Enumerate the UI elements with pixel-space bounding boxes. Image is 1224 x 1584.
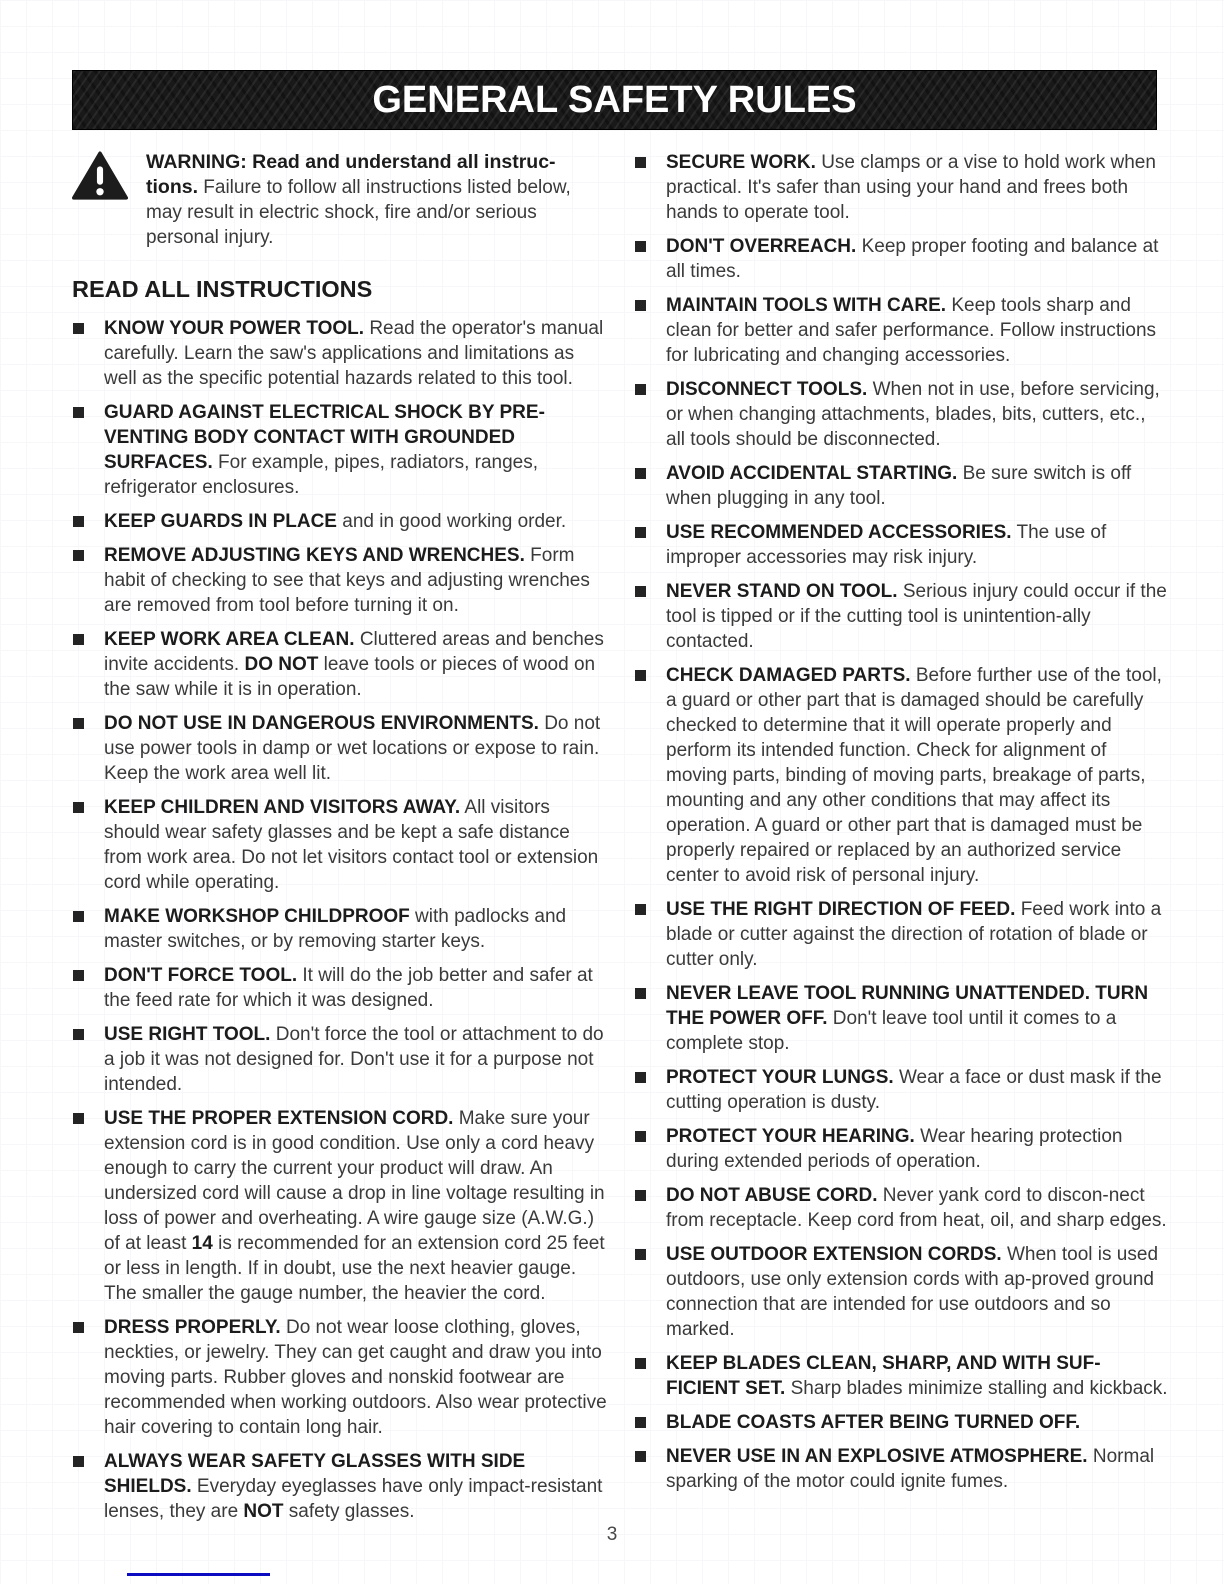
safety-rule-item: [72, 400, 607, 500]
safety-rule-item: [634, 150, 1169, 225]
square-bullet-icon: [635, 384, 646, 395]
square-bullet-icon: [635, 1417, 646, 1428]
rule-title: ALWAYS WEAR SAFETY GLASSES WITH SIDE SHIELDS.: [104, 1451, 526, 1497]
rule-text: KNOW YOUR POWER TOOL. Read the operator's manual carefully. Learn the saw's applications and limitations as well as the specific potential hazards related to this tool.: [104, 318, 604, 389]
safety-rule-item: [634, 1410, 1169, 1435]
safety-rule-item: [72, 1449, 607, 1524]
rule-title: DON'T OVERREACH.: [666, 236, 857, 257]
rule-text: DO NOT USE IN DANGEROUS ENVIRONMENTS. Do not use power tools in damp or wet locations or expose to rain. Keep the work area well lit.: [104, 713, 601, 784]
square-bullet-icon: [635, 1358, 646, 1369]
safety-rule-item: [72, 711, 607, 786]
safety-rule-item: [634, 293, 1169, 368]
rule-text: GUARD AGAINST ELECTRICAL SHOCK BY PRE-VENTING BODY CONTACT WITH GROUNDED SURFACES. For example, pipes, radiators, ranges, refrigerator enclosures.: [104, 402, 545, 498]
safety-rule-item: [634, 1242, 1169, 1342]
rule-text: NEVER STAND ON TOOL. Serious injury could occur if the tool is tipped or if the cutting tool is unintention-ally contacted.: [666, 581, 1167, 652]
square-bullet-icon: [73, 1029, 84, 1040]
rule-title: NEVER LEAVE TOOL RUNNING UNATTENDED. TURN THE POWER OFF.: [666, 983, 1149, 1029]
rule-title: GUARD AGAINST ELECTRICAL SHOCK BY PRE-VENTING BODY CONTACT WITH GROUNDED SURFACES.: [104, 402, 545, 473]
right-column: [634, 150, 1169, 1503]
rule-text: KEEP WORK AREA CLEAN. Cluttered areas and benches invite accidents. DO NOT leave tools or pieces of wood on the saw while it is in operation.: [104, 629, 604, 700]
rule-text: DISCONNECT TOOLS. When not in use, before servicing, or when changing attachments, blades, bits, cutters, etc., all tools should be disconnected.: [666, 379, 1160, 450]
square-bullet-icon: [73, 550, 84, 561]
square-bullet-icon: [73, 802, 84, 813]
rule-text: MAINTAIN TOOLS WITH CARE. Keep tools sharp and clean for better and safer performance. Follow instructions for lubricating and changing accessories.: [666, 295, 1157, 366]
square-bullet-icon: [635, 1190, 646, 1201]
rule-text: KEEP CHILDREN AND VISITORS AWAY. All visitors should wear safety glasses and be kept a safe distance from work area. Do not let visitors contact tool or extension cord while operating.: [104, 797, 599, 893]
square-bullet-icon: [73, 634, 84, 645]
square-bullet-icon: [635, 1249, 646, 1260]
rule-title: DO NOT USE IN DANGEROUS ENVIRONMENTS.: [104, 713, 539, 734]
safety-rule-item: [634, 461, 1169, 511]
safety-rule-item: [634, 897, 1169, 972]
rule-title: DO NOT ABUSE CORD.: [666, 1185, 878, 1206]
square-bullet-icon: [73, 516, 84, 527]
safety-rule-item: [72, 1022, 607, 1097]
rule-title: MAKE WORKSHOP CHILDPROOF: [104, 906, 410, 927]
rule-text: USE RIGHT TOOL. Don't force the tool or attachment to do a job it was not designed for. Don't use it for a purpose not intended.: [104, 1024, 604, 1095]
inline-emphasis: DO NOT: [244, 654, 319, 675]
square-bullet-icon: [73, 1322, 84, 1333]
inline-emphasis: 14: [191, 1233, 213, 1254]
rule-title: CHECK DAMAGED PARTS.: [666, 665, 911, 686]
square-bullet-icon: [635, 157, 646, 168]
square-bullet-icon: [635, 1072, 646, 1083]
square-bullet-icon: [73, 1456, 84, 1467]
rule-text: DRESS PROPERLY. Do not wear loose clothing, gloves, neckties, or jewelry. They can get caught and draw you into moving parts. Rubber gloves and nonskid footwear are recommended when working outdoors. Also wear protective hair covering to contain long hair.: [104, 1317, 607, 1438]
square-bullet-icon: [635, 241, 646, 252]
square-bullet-icon: [635, 1451, 646, 1462]
safety-rule-item: [72, 963, 607, 1013]
safety-rule-item: [634, 1124, 1169, 1174]
safety-rule-item: [72, 509, 607, 534]
rule-text: DO NOT ABUSE CORD. Never yank cord to discon-nect from receptacle. Keep cord from heat, oil, and sharp edges.: [666, 1185, 1167, 1231]
rule-title: KNOW YOUR POWER TOOL.: [104, 318, 365, 339]
section-header-banner: [72, 70, 1157, 130]
rule-title: BLADE COASTS AFTER BEING TURNED OFF.: [666, 1412, 1081, 1433]
rule-title: USE RECOMMENDED ACCESSORIES.: [666, 522, 1012, 543]
safety-rule-item: [634, 1444, 1169, 1494]
rule-text: DON'T FORCE TOOL. It will do the job better and safer at the feed rate for which it was designed.: [104, 965, 593, 1011]
safety-rule-item: [72, 543, 607, 618]
warning-text: [146, 150, 607, 250]
safety-rule-item: [72, 1315, 607, 1440]
section-title: GENERAL SAFETY RULES: [372, 78, 857, 121]
rule-text: PROTECT YOUR LUNGS. Wear a face or dust mask if the cutting operation is dusty.: [666, 1067, 1162, 1113]
warning-title: WARNING: Read and understand all instruc-tions.: [146, 151, 556, 198]
rule-title: DISCONNECT TOOLS.: [666, 379, 868, 400]
square-bullet-icon: [635, 300, 646, 311]
footer-blue-line: [127, 1573, 270, 1576]
safety-rule-item: [634, 981, 1169, 1056]
rule-title: DON'T FORCE TOOL.: [104, 965, 298, 986]
square-bullet-icon: [73, 323, 84, 334]
square-bullet-icon: [635, 988, 646, 999]
rule-title: DRESS PROPERLY.: [104, 1317, 281, 1338]
safety-rule-item: [634, 1183, 1169, 1233]
square-bullet-icon: [635, 670, 646, 681]
rule-text: AVOID ACCIDENTAL STARTING. Be sure switch is off when plugging in any tool.: [666, 463, 1132, 509]
square-bullet-icon: [635, 904, 646, 915]
rule-text: SECURE WORK. Use clamps or a vise to hold work when practical. It's safer than using your hand and frees both hands to operate tool.: [666, 152, 1156, 223]
rule-title: REMOVE ADJUSTING KEYS AND WRENCHES.: [104, 545, 525, 566]
safety-rules-list-left: [72, 316, 607, 1524]
rule-text: KEEP GUARDS IN PLACE and in good working order.: [104, 511, 567, 532]
rule-text: DON'T OVERREACH. Keep proper footing and balance at all times.: [666, 236, 1159, 282]
rule-title: PROTECT YOUR LUNGS.: [666, 1067, 894, 1088]
rule-text: REMOVE ADJUSTING KEYS AND WRENCHES. Form habit of checking to see that keys and adjusting wrenches are removed from tool before turning it on.: [104, 545, 590, 616]
square-bullet-icon: [635, 586, 646, 597]
rule-text: NEVER LEAVE TOOL RUNNING UNATTENDED. TURN THE POWER OFF. Don't leave tool until it comes to a complete stop.: [666, 983, 1149, 1054]
rule-title: MAINTAIN TOOLS WITH CARE.: [666, 295, 947, 316]
square-bullet-icon: [635, 527, 646, 538]
rule-title: KEEP GUARDS IN PLACE: [104, 511, 337, 532]
rule-text: NEVER USE IN AN EXPLOSIVE ATMOSPHERE. Normal sparking of the motor could ignite fumes.: [666, 1446, 1155, 1492]
square-bullet-icon: [73, 407, 84, 418]
rule-text: USE RECOMMENDED ACCESSORIES. The use of improper accessories may risk injury.: [666, 522, 1107, 568]
rule-title: KEEP WORK AREA CLEAN.: [104, 629, 355, 650]
square-bullet-icon: [73, 911, 84, 922]
rule-text: USE OUTDOOR EXTENSION CORDS. When tool is used outdoors, use only extension cords with ap-proved ground connection that are intended for use outdoors and so marked.: [666, 1244, 1159, 1340]
safety-rules-list-right: [634, 150, 1169, 1494]
safety-rule-item: [634, 579, 1169, 654]
rule-title: AVOID ACCIDENTAL STARTING.: [666, 463, 958, 484]
square-bullet-icon: [73, 718, 84, 729]
rule-title: PROTECT YOUR HEARING.: [666, 1126, 915, 1147]
rule-text: ALWAYS WEAR SAFETY GLASSES WITH SIDE SHIELDS. Everyday eyeglasses have only impact-resistant lenses, they are NOT safety glasses.: [104, 1451, 603, 1522]
rule-text: KEEP BLADES CLEAN, SHARP, AND WITH SUF-FICIENT SET. Sharp blades minimize stalling and kickback.: [666, 1353, 1168, 1399]
safety-rule-item: [72, 795, 607, 895]
left-column: [72, 150, 607, 1533]
page-number: 3: [606, 1524, 618, 1545]
read-all-instructions-heading: READ ALL INSTRUCTIONS: [72, 276, 373, 302]
rule-title: KEEP BLADES CLEAN, SHARP, AND WITH SUF-FICIENT SET.: [666, 1353, 1101, 1399]
rule-title: USE OUTDOOR EXTENSION CORDS.: [666, 1244, 1002, 1265]
safety-rule-item: [634, 1065, 1169, 1115]
rule-text: USE THE RIGHT DIRECTION OF FEED. Feed work into a blade or cutter against the direction of rotation of blade or cutter only.: [666, 899, 1162, 970]
rule-title: USE THE PROPER EXTENSION CORD.: [104, 1108, 454, 1129]
rule-title: NEVER STAND ON TOOL.: [666, 581, 898, 602]
safety-rule-item: [634, 663, 1169, 888]
rule-text: CHECK DAMAGED PARTS. Before further use of the tool, a guard or other part that is damaged should be carefully checked to determine that it will operate properly and perform its intended function. Check for alignment of moving parts, binding of moving parts, breakage of parts, mounting and any other conditions that may affect its operation. A guard or other part that is damaged must be properly repaired or replaced by an authorized service center to avoid risk of personal injury.: [666, 665, 1162, 886]
rule-text: PROTECT YOUR HEARING. Wear hearing protection during extended periods of operation.: [666, 1126, 1123, 1172]
safety-rule-item: [634, 1351, 1169, 1401]
warning-note: [72, 150, 607, 250]
safety-rule-item: [634, 377, 1169, 452]
warning-triangle-icon: [72, 151, 128, 201]
safety-rule-item: [72, 904, 607, 954]
safety-rule-item: [634, 234, 1169, 284]
square-bullet-icon: [73, 970, 84, 981]
rule-title: USE THE RIGHT DIRECTION OF FEED.: [666, 899, 1016, 920]
warning-body: Failure to follow all instructions listed below, may result in electric shock, fire and/or serious personal injury.: [146, 177, 571, 248]
safety-rule-item: [72, 627, 607, 702]
rule-text: USE THE PROPER EXTENSION CORD. Make sure your extension cord is in good condition. Use only a cord heavy enough to carry the current your product will draw. An undersized cord will cause a drop in line voltage resulting in loss of power and overheating. A wire gauge size (A.W.G.) of at least 14 is recommended for an extension cord 25 feet or less in length. If in doubt, use the next heavier gauge. The smaller the gauge number, the heavier the cord.: [104, 1108, 605, 1304]
square-bullet-icon: [635, 468, 646, 479]
rule-title: NEVER USE IN AN EXPLOSIVE ATMOSPHERE.: [666, 1446, 1088, 1467]
rule-text: MAKE WORKSHOP CHILDPROOF with padlocks and master switches, or by removing starter keys.: [104, 906, 567, 952]
safety-rule-item: [634, 520, 1169, 570]
inline-emphasis: NOT: [243, 1501, 284, 1522]
safety-rule-item: [72, 1106, 607, 1306]
square-bullet-icon: [73, 1113, 84, 1124]
rule-text: [666, 1412, 1080, 1433]
square-bullet-icon: [635, 1131, 646, 1142]
two-column-body: [72, 150, 1169, 1533]
rule-title: USE RIGHT TOOL.: [104, 1024, 271, 1045]
safety-rule-item: [72, 316, 607, 391]
rule-title: SECURE WORK.: [666, 152, 816, 173]
rule-title: KEEP CHILDREN AND VISITORS AWAY.: [104, 797, 461, 818]
